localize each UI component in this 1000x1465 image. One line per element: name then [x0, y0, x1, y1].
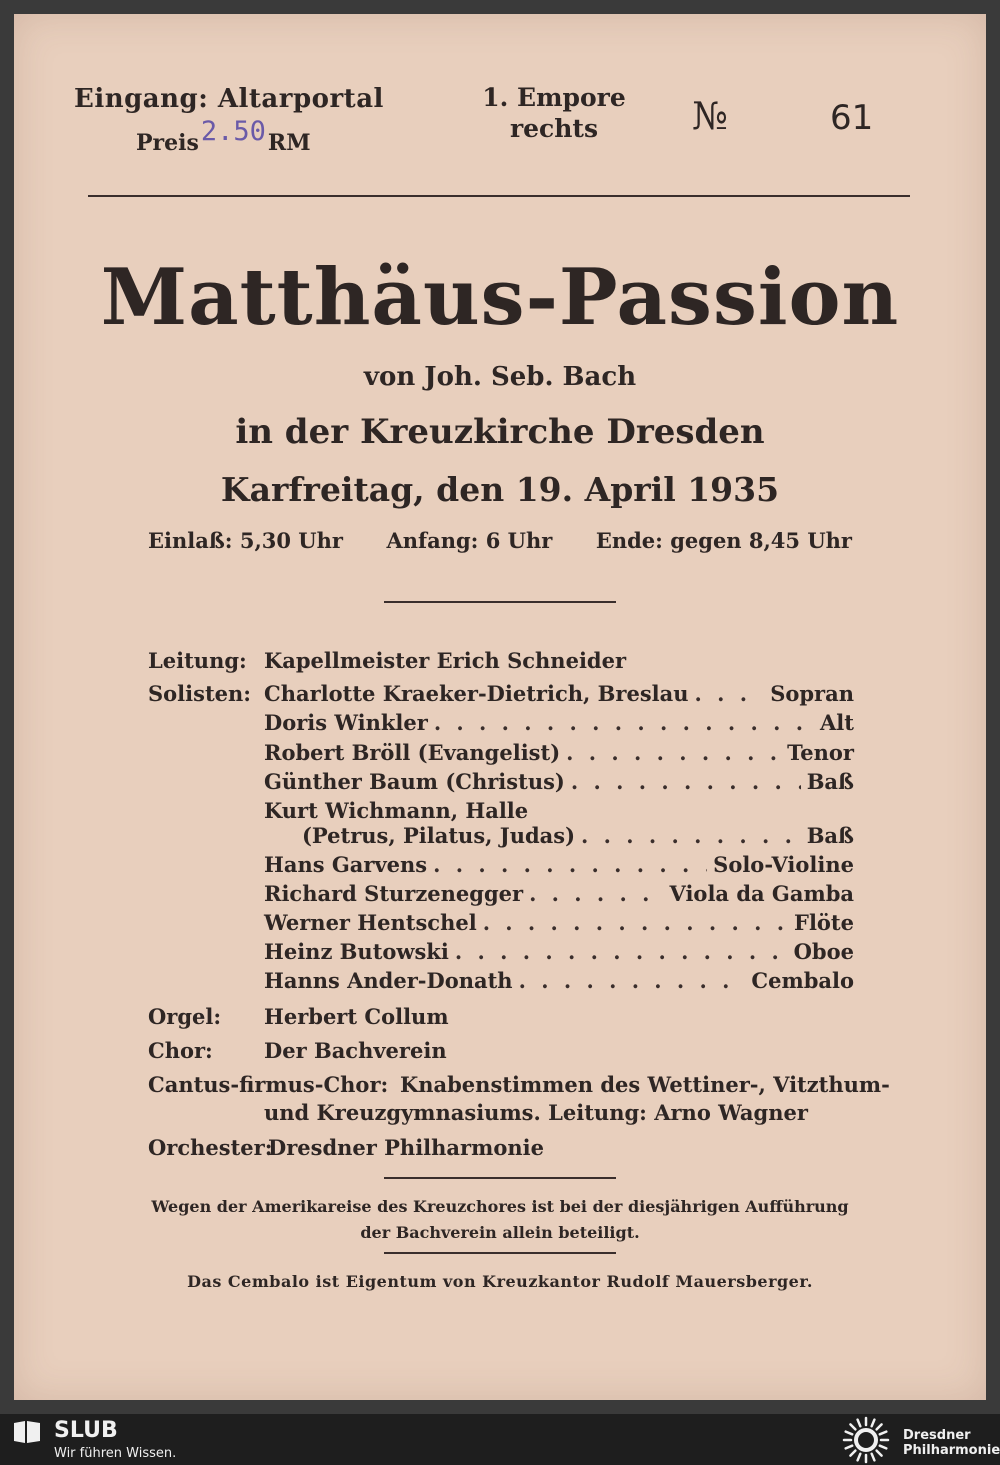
event-date: Karfreitag, den 19. April 1935	[220, 470, 780, 509]
soloist-role: Baß	[806, 823, 854, 848]
schedule-times	[148, 528, 852, 553]
orchestra-name: Dresdner Philharmonie	[268, 1135, 544, 1160]
leader-dots	[581, 823, 801, 848]
end-time: Ende: gegen 8,45 Uhr	[595, 528, 852, 553]
soloist-row	[264, 910, 854, 935]
orchestra-label: Orchester:	[148, 1135, 273, 1160]
soloist-name: Richard Sturzenegger	[264, 881, 524, 906]
conductor-name: Kapellmeister Erich Schneider	[264, 648, 627, 673]
harpsichord-note: Das Cembalo ist Eigentum von Kreuzkantor Rudolf Mauersberger.	[187, 1272, 813, 1291]
event-title: Matthäus-Passion	[100, 252, 900, 343]
leader-dots	[434, 710, 814, 735]
sunburst-icon	[842, 1416, 890, 1464]
price-label: Preis	[136, 130, 199, 156]
gallery-line-2: rechts	[509, 114, 599, 143]
soloist-role: Alt	[820, 710, 854, 735]
soloist-name: Heinz Butowski	[264, 939, 449, 964]
tour-note	[124, 1194, 876, 1246]
leader-dots	[566, 740, 781, 765]
composer: von Joh. Seb. Bach	[363, 362, 637, 392]
entrance-label: Eingang: Altarportal	[74, 84, 384, 114]
soloist-row	[264, 939, 854, 964]
start-time: Anfang: 6 Uhr	[386, 528, 553, 553]
partner-name-line-2: Philharmonie	[903, 1443, 1000, 1458]
soloist-role: Sopran	[770, 681, 854, 706]
soloist-role: Cembalo	[751, 968, 854, 993]
soloist-name: Charlotte Kraeker-Dietrich, Breslau	[264, 681, 689, 706]
number-symbol: №	[692, 94, 728, 138]
tour-note-line-2: der Bachverein allein beteiligt.	[360, 1223, 640, 1242]
soloist-row	[264, 769, 854, 794]
ticket-number: 61	[830, 98, 874, 138]
soloist-row	[264, 881, 854, 906]
footer-bar	[0, 1414, 1000, 1465]
soloist-row	[264, 710, 854, 735]
price-stamp: 2.50	[200, 116, 266, 147]
organ-label: Orgel:	[148, 1004, 222, 1029]
library-name: SLUB	[54, 1418, 118, 1443]
soloist-role: Oboe	[793, 939, 854, 964]
soloist-row	[264, 968, 854, 993]
choir-name: Der Bachverein	[264, 1038, 447, 1063]
soloist-role: Viola da Gamba	[669, 881, 854, 906]
venue: in der Kreuzkirche Dresden	[235, 412, 765, 452]
partner-name-line-1: Dresdner	[903, 1428, 971, 1443]
soloist-row	[264, 740, 854, 765]
title-divider	[384, 601, 616, 603]
soloist-name: Günther Baum (Christus)	[264, 769, 565, 794]
soloist-role: Baß	[806, 769, 854, 794]
soloist-row	[264, 852, 854, 877]
soloist-name: Hans Garvens	[264, 852, 428, 877]
cantus-choir-line-1: Knabenstimmen des Wettiner-, Vitzthum-	[400, 1072, 890, 1097]
leader-dots	[571, 769, 801, 794]
price-currency: RM	[267, 130, 311, 156]
leader-dots	[695, 681, 765, 706]
soloist-role: Solo-Violine	[713, 852, 854, 877]
soloist-role: Tenor	[787, 740, 854, 765]
leader-dots	[519, 968, 746, 993]
leader-dots	[455, 939, 788, 964]
conductor-label: Leitung:	[148, 648, 247, 673]
soloist-name: Hanns Ander-Donath	[264, 968, 513, 993]
soloist-name: Robert Bröll (Evangelist)	[264, 740, 561, 765]
gallery-label	[474, 82, 634, 144]
header-divider	[88, 195, 910, 197]
soloist-name: Kurt Wichmann, Halle	[264, 798, 529, 823]
soloist-row	[302, 823, 854, 848]
soloist-name: Werner Hentschel	[264, 910, 477, 935]
soloist-role: Flöte	[794, 910, 854, 935]
ticket-paper	[14, 14, 986, 1400]
tour-note-line-1: Wegen der Amerikareise des Kreuzchores ist bei der diesjährigen Aufführung	[151, 1197, 849, 1216]
soloists-label: Solisten:	[148, 681, 252, 706]
leader-dots	[483, 910, 788, 935]
soloist-roles-detail: (Petrus, Pilatus, Judas)	[302, 823, 576, 848]
organist-name: Herbert Collum	[264, 1004, 449, 1029]
leader-dots	[529, 881, 663, 906]
soloist-name: Doris Winkler	[264, 710, 428, 735]
choir-label: Chor:	[148, 1038, 213, 1063]
note-divider	[384, 1252, 616, 1254]
soloist-row	[264, 681, 854, 706]
library-tagline: Wir führen Wissen.	[54, 1446, 177, 1461]
soloist-row	[264, 798, 854, 823]
admission-time: Einlaß: 5,30 Uhr	[148, 528, 343, 553]
book-icon	[12, 1419, 42, 1445]
price-line	[136, 116, 311, 157]
performers-divider	[384, 1177, 616, 1179]
cantus-label: Cantus-firmus-Chor:	[148, 1072, 389, 1097]
cantus-choir-line-2: und Kreuzgymnasiums. Leitung: Arno Wagner	[264, 1100, 808, 1125]
gallery-line-1: 1. Empore	[482, 83, 626, 112]
leader-dots	[433, 852, 707, 877]
